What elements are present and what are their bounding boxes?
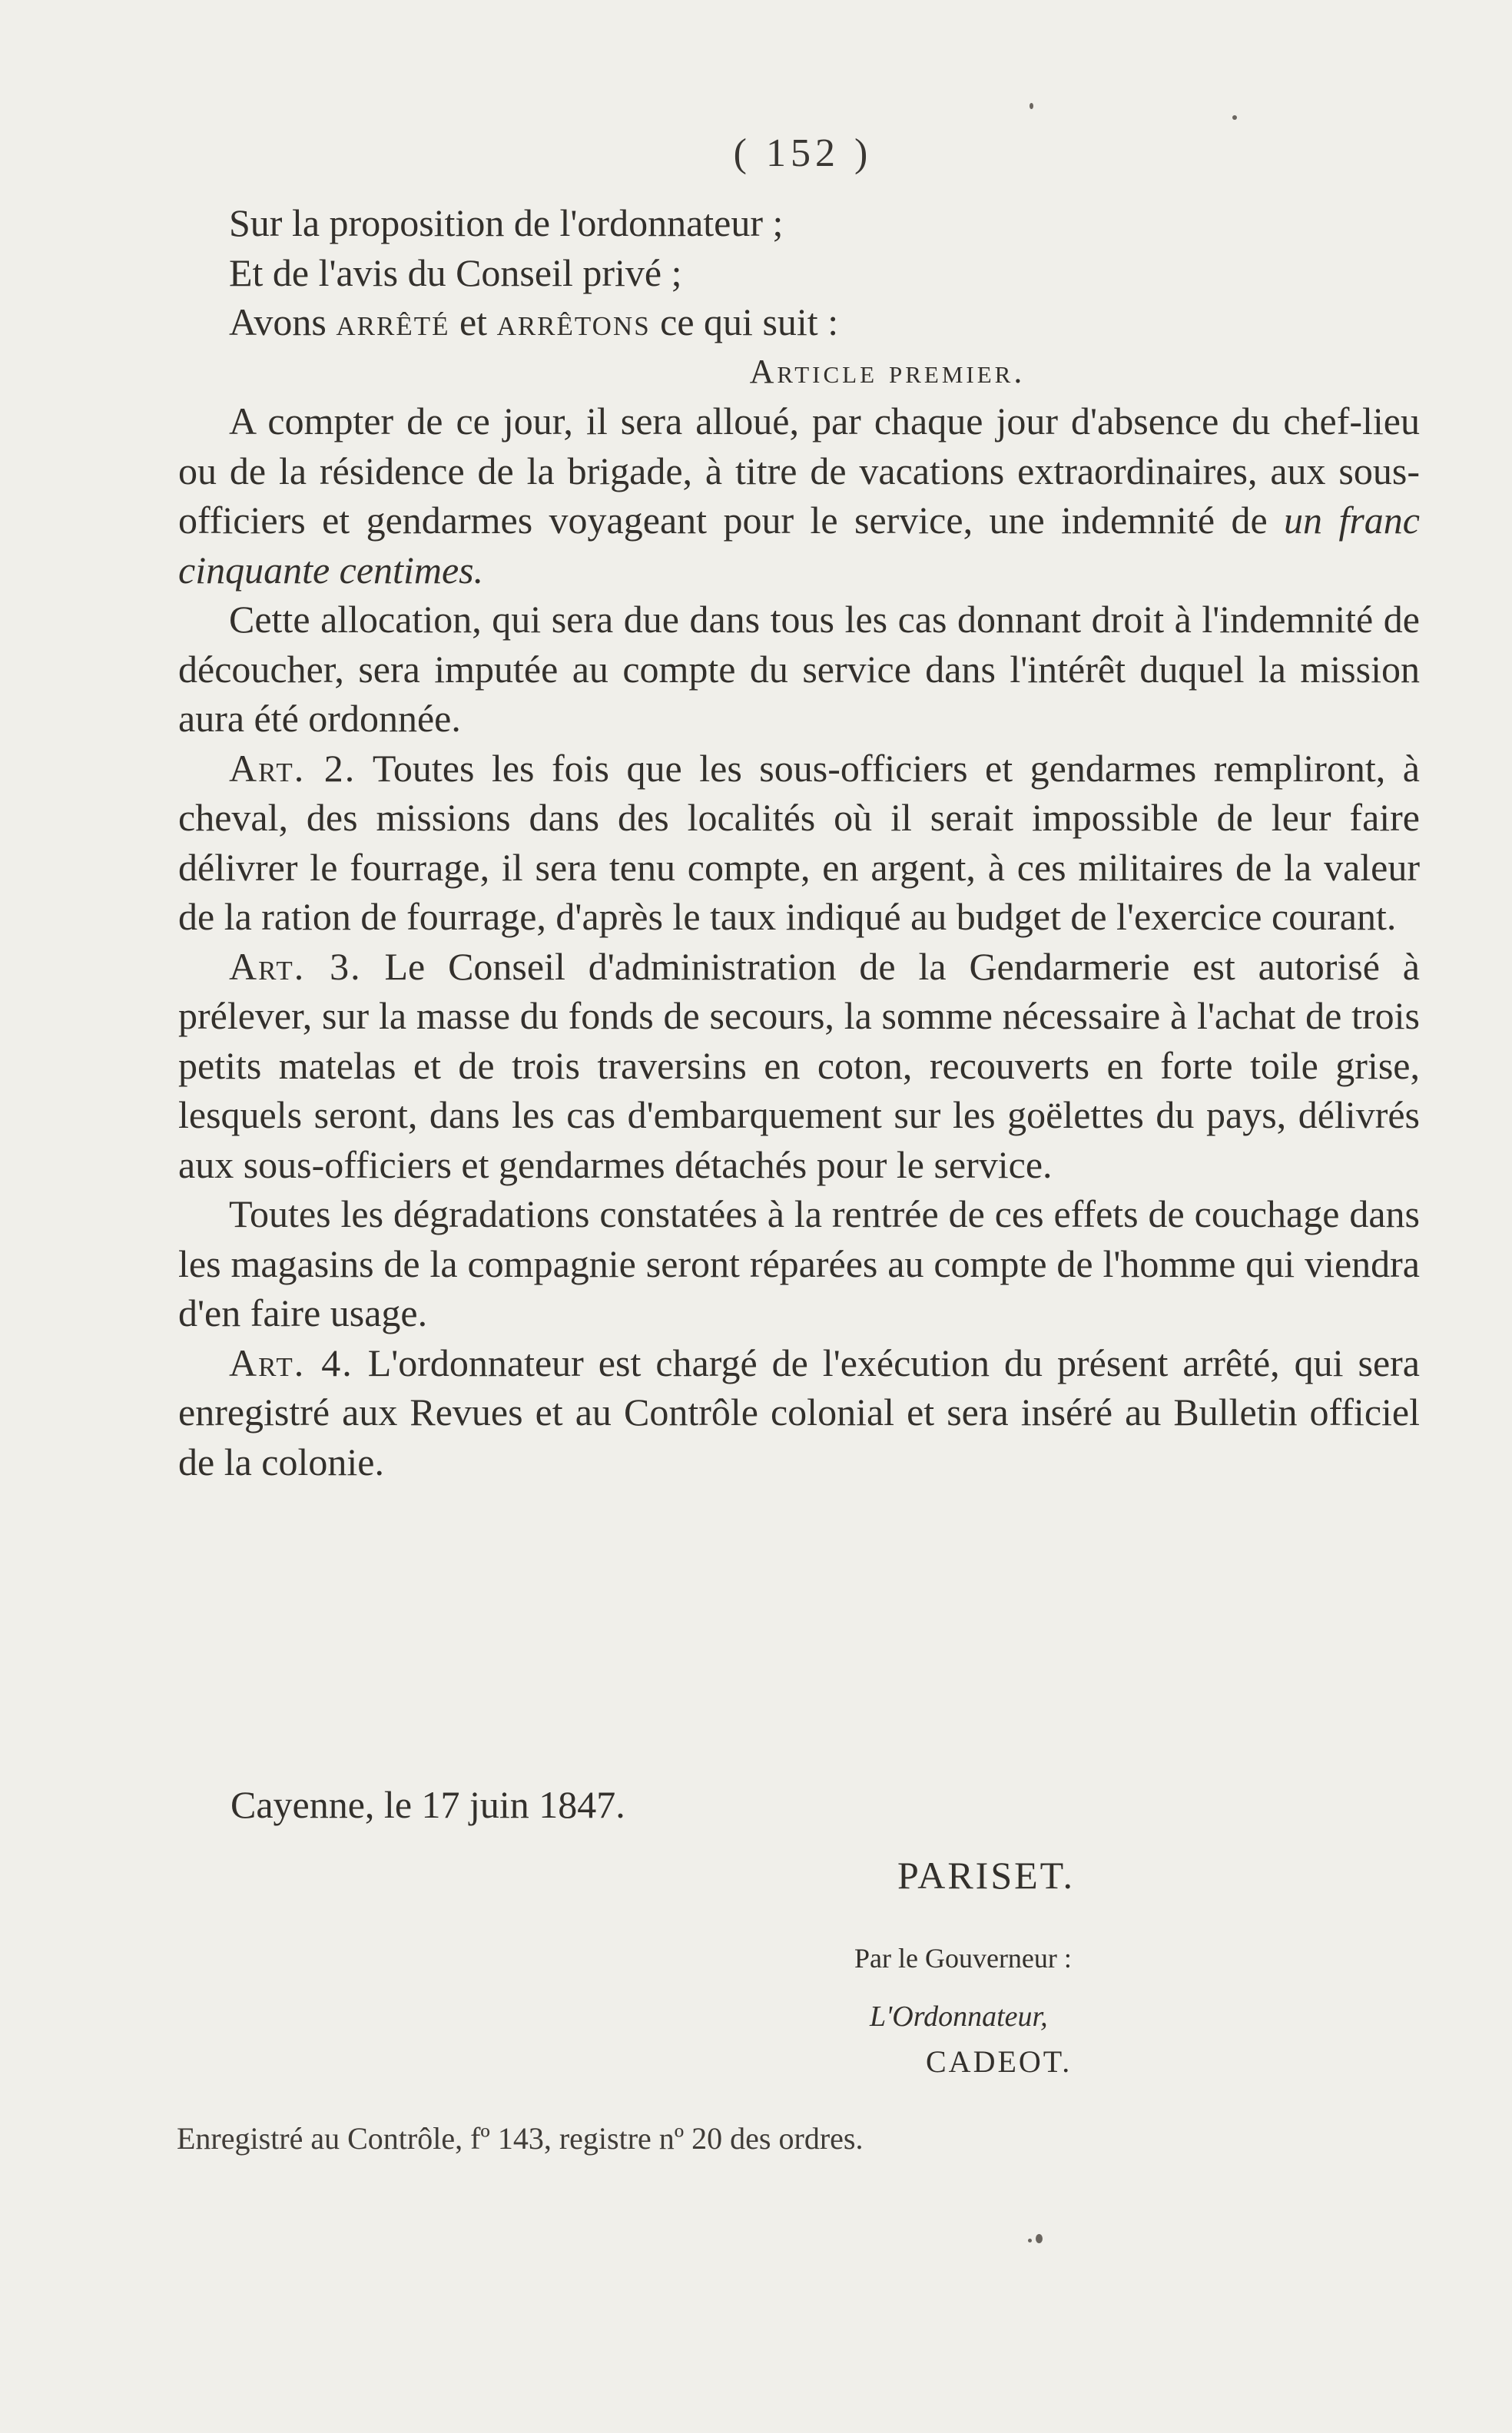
arrete-word: arrêté xyxy=(336,300,450,343)
ink-speck xyxy=(1028,2239,1032,2242)
body-text xyxy=(178,198,1420,1487)
article-3-label: Art. 3. xyxy=(229,944,362,988)
article-1-amount: un franc cinquante centimes. xyxy=(178,499,1420,592)
registration-note: Enregistré au Contrôle, fº 143, registre nº 20 des ordres. xyxy=(177,2121,864,2156)
arrete-text-a: Avons xyxy=(229,300,337,343)
par-le-gouverneur: Par le Gouverneur : xyxy=(854,1943,1072,1974)
article-2-text: Toutes les fois que les sous-officiers et gendarmes rempliront, à cheval, des missions dans des localités où il serait impossible de leur faire délivrer le fourrage, il sera tenu compte, en argent, à ces militaires de la valeur de la ration de fourrage, d'après le taux indiqué au budget de l'exercice courant. xyxy=(178,746,1420,938)
article-2-label: Art. 2. xyxy=(229,746,356,790)
ink-speck xyxy=(1232,115,1237,120)
page-number: ( 152 ) xyxy=(733,131,873,175)
signature-pariset: PARISET. xyxy=(897,1854,1076,1897)
arrete-text-e: ce qui suit : xyxy=(650,300,839,343)
date-line: Cayenne, le 17 juin 1847. xyxy=(230,1783,625,1826)
arretons-word: arrêtons xyxy=(496,300,651,343)
article-3 xyxy=(178,942,1420,1190)
ordonnateur-title: L'Ordonnateur, xyxy=(870,2000,1048,2033)
article-4-label: Art. 4. xyxy=(229,1341,353,1384)
ink-speck xyxy=(1030,103,1033,109)
paragraph-proposition: Sur la proposition de l'ordonnateur ; xyxy=(229,201,784,244)
article-3-text: Le Conseil d'administration de la Gendarmerie est autorisé à prélever, sur la masse du fonds de secours, la somme nécessaire à l'achat de trois petits matelas et de trois traversins en coton, recouverts en forte toile grise, lesquels seront, dans les cas d'embarquement sur les goëlettes du pays, délivrés aux sous-officiers et gendarmes détachés pour le service. xyxy=(178,944,1421,1186)
article-1 xyxy=(178,396,1420,595)
paragraph-arrete xyxy=(178,297,1420,347)
ink-speck xyxy=(1036,2234,1043,2243)
article-2 xyxy=(178,744,1420,942)
paragraph-allocation: Cette allocation, qui sera due dans tous les cas donnant droit à l'indemnité de découcher, sera imputée au compte du service dans l'intérêt duquel la mission aura été ordonnée. xyxy=(178,598,1420,740)
paragraph-degradations: Toutes les dégradations constatées à la rentrée de ces effets de couchage dans les magasins de la compagnie seront réparées au compte de l'homme qui viendra d'en faire usage. xyxy=(178,1192,1420,1334)
article-4 xyxy=(178,1338,1420,1487)
arrete-text-c: et xyxy=(449,300,497,343)
paragraph-avis: Et de l'avis du Conseil privé ; xyxy=(229,250,682,294)
signature-cadeot: CADEOT. xyxy=(926,2044,1073,2079)
article-4-text: L'ordonnateur est chargé de l'exécution du présent arrêté, qui sera enregistré aux Revues et au Contrôle colonial et sera inséré au Bulletin officiel de la colonie. xyxy=(178,1341,1420,1483)
article-heading: Article premier. xyxy=(749,352,1026,390)
article-1-text: A compter de ce jour, il sera alloué, par chaque jour d'absence du chef-lieu ou de la résidence de la brigade, à titre de vacations extraordinaires, aux sous-officiers et gendarmes voyageant pour le service, une indemnité de xyxy=(178,399,1420,542)
